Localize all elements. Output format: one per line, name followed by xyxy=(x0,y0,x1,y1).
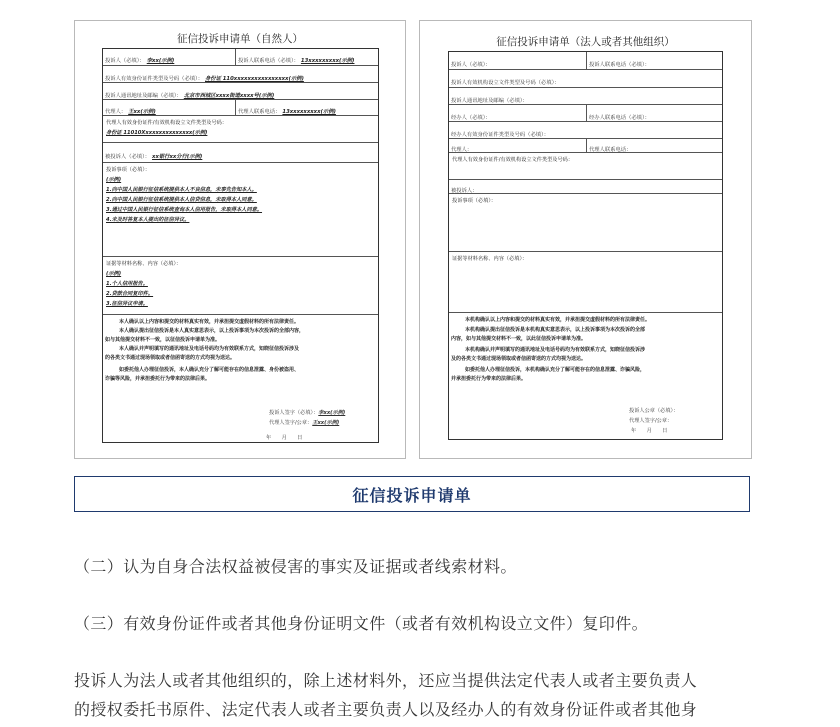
table-row xyxy=(103,142,378,162)
matters-example: (示例) xyxy=(106,177,122,183)
table-row xyxy=(449,52,722,69)
caption-title: 征信投诉申请单 xyxy=(352,485,472,505)
sign-complainant-value: 李xx(示例) xyxy=(318,410,346,416)
complainant-label: 投诉人（必填）： xyxy=(451,62,491,68)
complainant-phone-label: 投诉人联系电话（必填）： xyxy=(238,58,299,64)
list-item: 2.向中国人民银行征信系统提供本人信贷信息，未取得本人同意。 xyxy=(106,197,257,203)
declaration-line: 诈骗等风险，并承担委托行为带来的法律后果。 xyxy=(105,376,211,382)
agent-id-label: 代理人有效身份证件/有效机构设立文件类型及号码： xyxy=(106,120,228,126)
sign-complainant-label: 投诉人签字（必填）： xyxy=(269,410,319,416)
table-row xyxy=(103,99,378,115)
evidence-label: 证据等材料名称、内容（必填）： xyxy=(452,256,528,262)
org-doc-label: 投诉人有效机构设立文件类型及号码（必填）： xyxy=(451,80,560,86)
declaration-line: 内容，如与其他提交材料不一致，以此征信投诉申请单为准。 xyxy=(451,336,587,342)
handler-phone-label: 经办人联系电话（必填）： xyxy=(589,115,650,121)
declaration-line: 本人确认以上内容和提交的材料真实有效，并承担提交虚假材料的所有法律责任。 xyxy=(119,319,300,325)
table-row xyxy=(449,121,722,138)
agent-phone-value: 13xxxxxxxxx(示例) xyxy=(282,109,336,115)
caption-box xyxy=(74,476,750,512)
list-item: 1.个人信用报告。 xyxy=(106,281,148,287)
agent-id-value: 身份证 11010Xxxxxxxxxxxxxxx(示例) xyxy=(106,130,208,136)
id-value: 身份证 110xxxxxxxxxxxxxxxx(示例) xyxy=(205,76,304,82)
sign-handler-label: 代理人签字/公章： xyxy=(629,418,673,424)
contact-phone-label: 投诉人联系电话（必填）： xyxy=(589,62,650,68)
matters-label: 投诉事项（必填）： xyxy=(452,198,497,204)
address-label: 投诉人通讯地址及邮编（必填）： xyxy=(105,93,182,99)
sign-agent-label: 代理人签字/公章： xyxy=(269,420,313,426)
paragraph-item-3: （三）有效身份证件或者其他身份证明文件（或者有效机构设立文件）复印件。 xyxy=(74,614,649,633)
table-row xyxy=(449,138,722,152)
address-value: 北京市西城区xxxx街道xxxx号(示例) xyxy=(183,93,275,99)
left-form-title: 征信投诉申请单（自然人） xyxy=(177,33,303,45)
agent-id-label: 代理人有效身份证件/有效机构设立文件类型及号码： xyxy=(452,157,574,163)
agent-phone-label: 代理人联系电话： xyxy=(238,109,281,115)
declaration-line: 本机构确认以上内容和提交的材料真实有效，并承担提交虚假材料的所有法律责任。 xyxy=(465,317,651,323)
handler-label: 经办人（必填）： xyxy=(451,115,491,121)
right-form-table xyxy=(448,51,723,440)
table-row xyxy=(449,251,722,312)
agent-phone-label: 代理人联系电话： xyxy=(589,147,632,152)
table-row xyxy=(103,115,378,142)
respondent-label: 被投诉人： xyxy=(451,188,478,193)
matters-label: 投诉事项（必填）： xyxy=(106,167,151,173)
table-row xyxy=(449,87,722,104)
table-row xyxy=(103,314,378,442)
date-line: 年 月 日 xyxy=(266,435,303,441)
respondent-label: 被投诉人（必填）： xyxy=(105,154,151,160)
sign-seal-label: 投诉人公章（必填）： xyxy=(629,408,679,414)
agent-label: 代理人： xyxy=(105,109,127,115)
paragraph-line: 的授权委托书原件、法定代表人或者主要负责人以及经办人的有效身份证件或者其他身 xyxy=(74,700,698,719)
evidence-label: 证据等材料名称、内容（必填）： xyxy=(106,261,182,267)
complainant-label: 投诉人（必填）： xyxy=(105,58,145,64)
table-row xyxy=(103,256,378,314)
declaration-line: 如委托他人办理征信投诉，本人确认充分了解可能存在的信息泄露、身份被盗用、 xyxy=(119,367,300,373)
sign-agent-value: 王xx(示例) xyxy=(312,420,340,426)
handler-id-label: 经办人有效身份证件类型及号码（必填）： xyxy=(451,132,549,138)
declaration-line: 本机构确认提出征信投诉是本机构真实意思表示，以上投诉事项为本次投诉的全部 xyxy=(465,327,646,333)
declaration-line: 如与其他提交材料不一致，以征信投诉申请单为准。 xyxy=(105,337,221,343)
table-row xyxy=(449,104,722,121)
address-label: 投诉人通讯地址及邮编（必填）： xyxy=(451,98,528,104)
table-row xyxy=(449,312,722,439)
table-row xyxy=(449,152,722,179)
declaration-line: 及的各类文书通过现场领取或者信函寄送的方式均视为送达。 xyxy=(451,356,587,362)
complainant-value: 李xx(示例) xyxy=(146,58,175,64)
declaration-line: 本机构确认并声明填写的通讯地址及电话号码均为有效联系方式，知晓征信投诉涉 xyxy=(465,347,646,353)
paragraph-line: 投诉人为法人或者其他组织的，除上述材料外，还应当提供法定代表人或者主要负责人 xyxy=(74,671,698,690)
evidence-example: (示例) xyxy=(106,271,122,277)
table-row xyxy=(449,179,722,193)
list-item: 4.未及时答复本人提出的征信异议。 xyxy=(106,217,190,223)
declaration-line: 本人确认提出征信投诉是本人真实意思表示，以上投诉事项为本次投诉的全部内容， xyxy=(119,328,305,334)
agent-label: 代理人： xyxy=(451,147,473,152)
declaration-line: 如委托他人办理征信投诉，本机构确认充分了解可能存在的信息泄露、诈骗风险， xyxy=(465,367,646,373)
paragraph-item-2: （二）认为自身合法权益被侵害的事实及证据或者线索材料。 xyxy=(74,557,517,576)
complainant-phone-value: 13xxxxxxxxx(示例) xyxy=(300,58,355,64)
list-item: 1.向中国人民银行征信系统提供本人不良信息，未事先告知本人。 xyxy=(106,187,257,193)
table-row xyxy=(449,193,722,251)
agent-value: 王xx(示例) xyxy=(128,109,156,115)
list-item: 3.征信异议申请。 xyxy=(106,301,148,307)
respondent-value: xx银行xx分行(示例) xyxy=(152,154,203,160)
id-label: 投诉人有效身份证件类型及号码（必填）： xyxy=(105,76,203,82)
natural-person-form-image xyxy=(74,20,406,459)
table-row xyxy=(103,65,378,82)
right-form-title: 征信投诉申请单（法人或者其他组织） xyxy=(496,36,675,48)
date-line: 年 月 日 xyxy=(631,428,668,434)
declaration-line: 并承担委托行为带来的法律后果。 xyxy=(451,376,527,382)
list-item: 2.贷款合同复印件。 xyxy=(106,291,154,297)
declaration-line: 的各类文书通过现场领取或者信函寄送的方式均视为送达。 xyxy=(105,355,236,361)
declaration-line: 本人确认并声明填写的通讯地址及电话号码均为有效联系方式，知晓征信投诉涉及 xyxy=(119,346,300,352)
table-row xyxy=(103,49,378,65)
table-row xyxy=(103,82,378,99)
table-row xyxy=(449,69,722,87)
table-row xyxy=(103,162,378,256)
left-form-table xyxy=(102,48,379,443)
organization-form-image xyxy=(419,20,752,459)
list-item: 3.通过中国人民银行征信系统查询本人信用报告，未取得本人同意。 xyxy=(106,207,263,213)
